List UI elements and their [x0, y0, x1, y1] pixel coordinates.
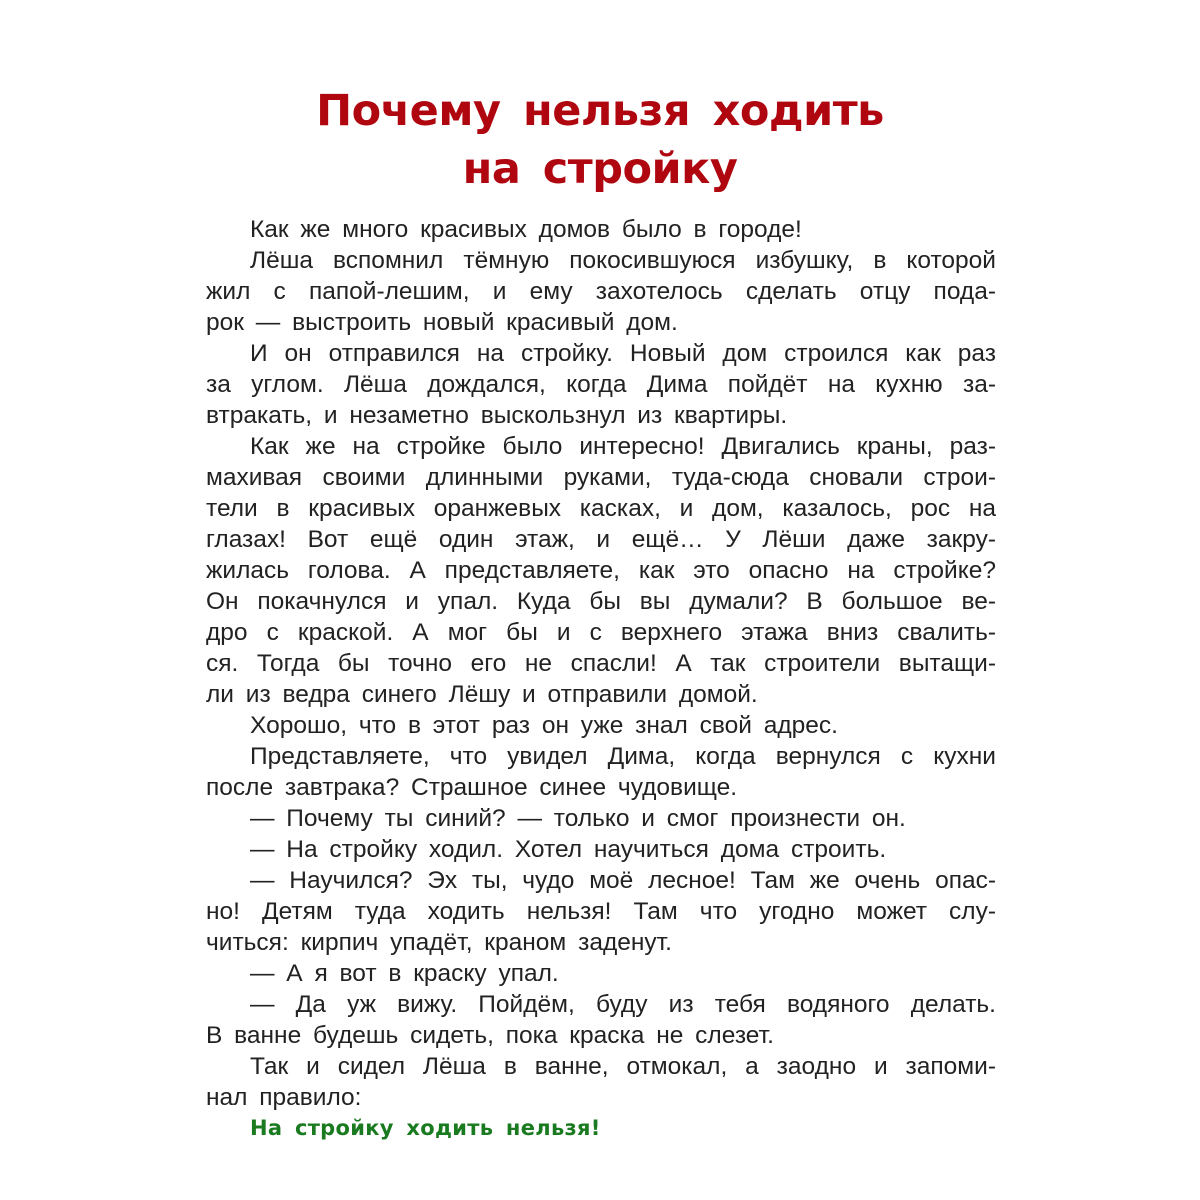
story-line: ся. Тогда бы точно его не спасли! А так строители вытащи-: [206, 650, 996, 677]
story-line: Как же на стройке было интересно! Двигались краны, раз-: [250, 433, 996, 460]
story-line: — Научился? Эх ты, чудо моё лесное! Там же очень опас-: [250, 867, 996, 894]
story-line: после завтрака? Страшное синее чудовище.: [206, 774, 738, 801]
story-line: — Почему ты синий? — только и смог произнести он.: [250, 805, 906, 832]
story-line: глазах! Вот ещё один этаж, и ещё… У Лёши даже закру-: [206, 526, 996, 553]
story-title-line-1: Почему нельзя ходить: [316, 86, 884, 136]
story-line: читься: кирпич упадёт, краном заденут.: [206, 929, 672, 956]
story-rule: На стройку ходить нельзя!: [250, 1116, 601, 1140]
story-line: И он отправился на стройку. Новый дом строился как раз: [250, 340, 996, 367]
story-line: за углом. Лёша дождался, когда Дима пойдёт на кухню за-: [206, 371, 996, 398]
story-line: жил с папой-лешим, и ему захотелось сделать отцу пода-: [206, 278, 996, 305]
story-line: — А я вот в краску упал.: [250, 960, 559, 987]
story-line: Лёша вспомнил тёмную покосившуюся избушку, в которой: [250, 247, 996, 274]
story-line: В ванне будешь сидеть, пока краска не слезет.: [206, 1022, 774, 1049]
story-line: ли из ведра синего Лёшу и отправили домой.: [206, 681, 758, 708]
story-line: Он покачнулся и упал. Куда бы вы думали? В большое ве-: [206, 588, 996, 615]
story-line: Хорошо, что в этот раз он уже знал свой адрес.: [250, 712, 838, 739]
story-line: дро с краской. А мог бы и с верхнего этажа вниз свалить-: [206, 619, 996, 646]
story-line: махивая своими длинными руками, туда-сюда сновали строи-: [206, 464, 996, 491]
story-line: тели в красивых оранжевых касках, и дом, казалось, рос на: [206, 495, 996, 522]
story-line: нал правило:: [206, 1084, 362, 1111]
story-title: [200, 82, 1000, 198]
story-line: рок — выстроить новый красивый дом.: [206, 309, 678, 336]
story-line: Представляете, что увидел Дима, когда вернулся с кухни: [250, 743, 996, 770]
story-line: втракать, и незаметно выскользнул из квартиры.: [206, 402, 788, 429]
story-line: Как же много красивых домов было в городе!: [250, 216, 802, 243]
story-line: — Да уж вижу. Пойдём, буду из тебя водяного делать.: [250, 991, 996, 1018]
story-line: Так и сидел Лёша в ванне, отмокал, а заодно и запоми-: [250, 1053, 996, 1080]
story-text: [206, 214, 996, 1144]
story-line: — На стройку ходил. Хотел научиться дома строить.: [250, 836, 887, 863]
story-line: но! Детям туда ходить нельзя! Там что угодно может слу-: [206, 898, 996, 925]
story-title-line-2: на стройку: [462, 144, 738, 194]
story-line: жилась голова. А представляете, как это опасно на стройке?: [206, 557, 996, 584]
